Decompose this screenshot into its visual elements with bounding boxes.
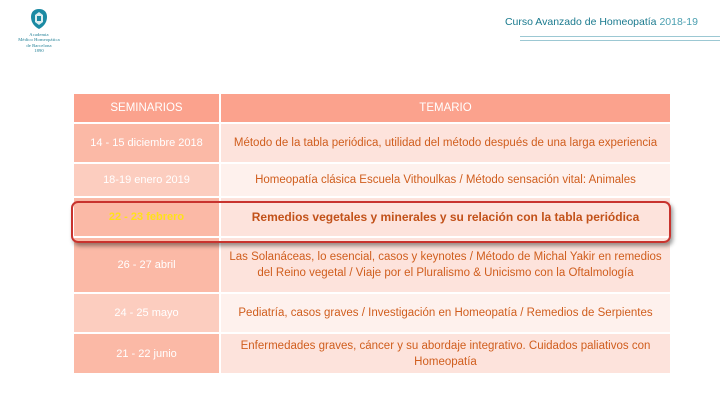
course-year: 2018-19 — [659, 16, 698, 28]
seminar-topic: Las Solanáceas, lo esencial, casos y keynotes / Método de Michal Yakir en remedios del Reino vegetal / Viaje por el Pluralismo & Unicismo con la Oftalmología — [220, 237, 670, 293]
seminar-date: 21 - 22 junio — [74, 333, 220, 373]
academy-name — [12, 32, 66, 54]
header-divider-bottom — [520, 40, 720, 41]
seminar-topic: Pediatría, casos graves / Investigación en Homeopatía / Remedios de Serpientes — [220, 293, 670, 333]
seminar-topic: Homeopatía clásica Escuela Vithoulkas / Método sensación vital: Animales — [220, 163, 670, 197]
academy-emblem-icon — [29, 8, 49, 30]
table-row — [74, 237, 670, 293]
table-row-highlighted — [74, 197, 670, 237]
table-row — [74, 163, 670, 197]
course-title-text: Curso Avanzado de Homeopatía — [504, 16, 657, 28]
seminar-topic: Método de la tabla periódica, utilidad del método después de una larga experiencia — [220, 123, 670, 163]
seminar-date: 18-19 enero 2019 — [74, 163, 220, 197]
seminar-schedule-table — [74, 94, 670, 373]
seminar-date: 22 - 23 febrero — [74, 197, 220, 237]
table-row — [74, 293, 670, 333]
course-title — [505, 16, 698, 28]
academy-line-4: 1890 — [34, 48, 44, 54]
table-row — [74, 123, 670, 163]
seminar-date: 24 - 25 mayo — [74, 293, 220, 333]
academy-line-1: Academia — [29, 32, 49, 37]
seminar-topic: Enfermedades graves, cáncer y su abordaje integrativo. Cuidados paliativos con Homeopatía — [220, 333, 670, 373]
header-seminarios: SEMINARIOS — [74, 94, 220, 123]
academy-logo — [12, 8, 66, 54]
table-row — [74, 333, 670, 373]
table-header-row — [74, 94, 670, 123]
header-temario: TEMARIO — [220, 94, 670, 123]
header-divider-top — [520, 36, 720, 37]
academy-line-2: Médico Homeopática — [18, 37, 60, 43]
seminar-topic: Remedios vegetales y minerales y su relación con la tabla periódica — [220, 197, 670, 237]
seminar-date: 26 - 27 abril — [74, 237, 220, 293]
academy-line-3: de Barcelona — [26, 42, 52, 48]
seminar-date: 14 - 15 diciembre 2018 — [74, 123, 220, 163]
